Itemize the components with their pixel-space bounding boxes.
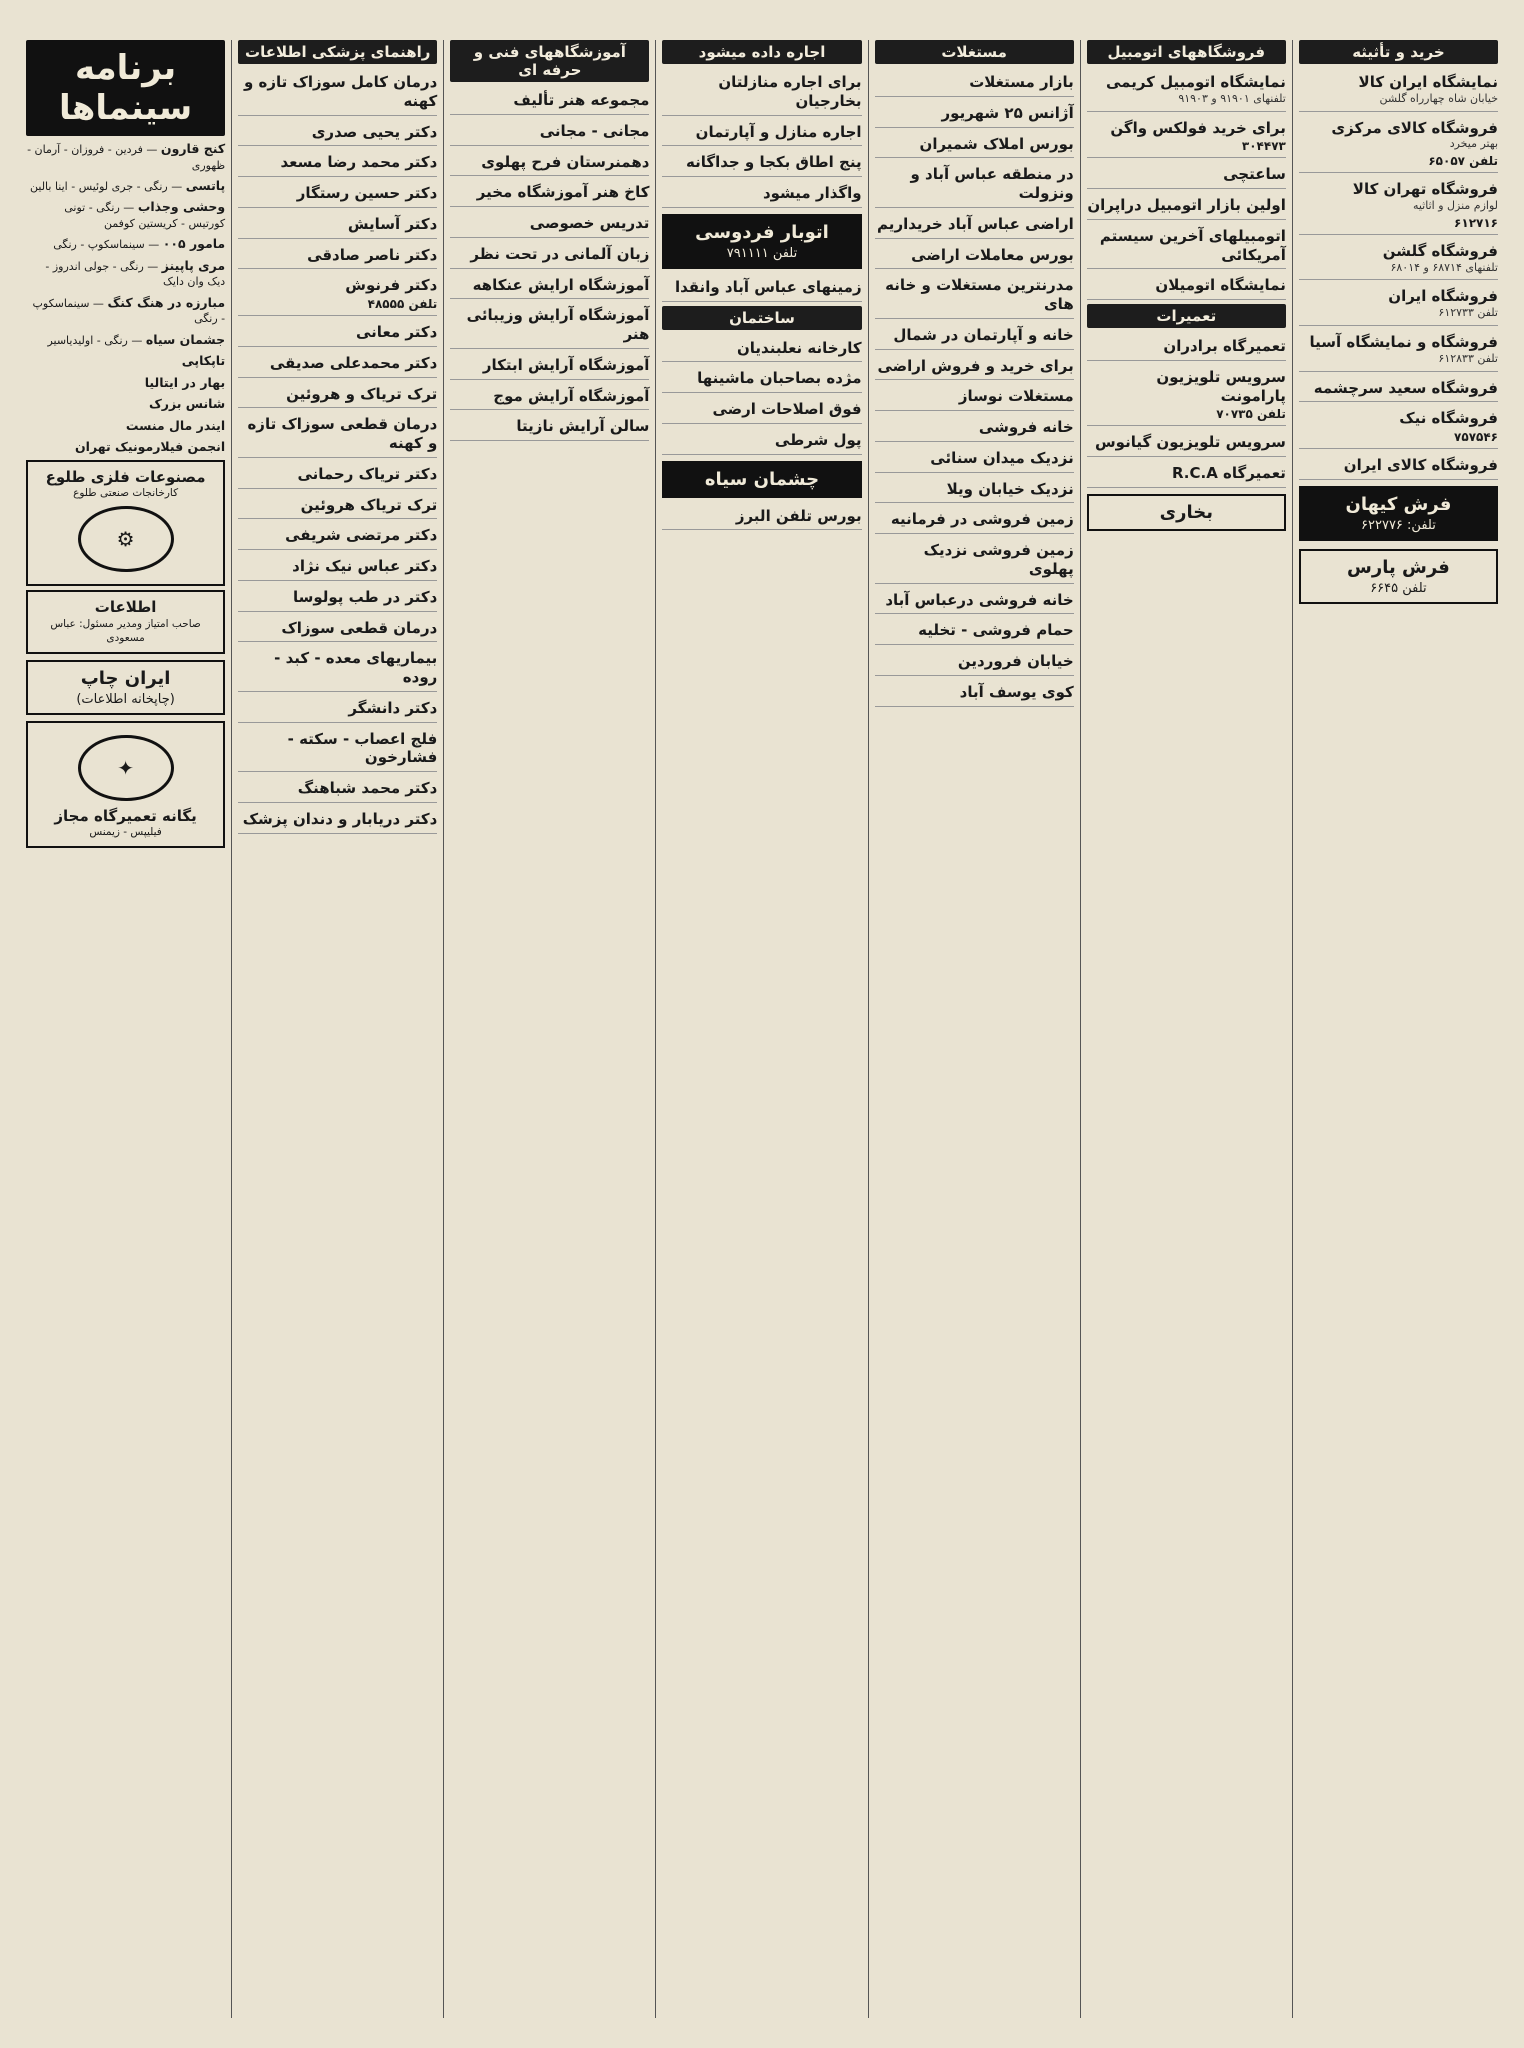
ad: فروشگاه تهران کالا لوازم منزل و اثاثیه ۶۱۲۷۱۶ <box>1299 177 1498 235</box>
column-header: مستغلات <box>875 40 1074 64</box>
cinema-listing: انجمن فیلارمونیک تهران <box>75 439 226 455</box>
ad: سرویس تلویزیون گیانوس <box>1087 430 1286 457</box>
ad: زمین فروشی در فرمانیه <box>875 507 1074 534</box>
ad: فلج اعصاب - سکته - فشارخون <box>238 727 437 773</box>
ad: بیماریهای معده - کبد - روده <box>238 646 437 692</box>
ad: مژده بصاحبان ماشینها <box>662 366 861 393</box>
column-rentals <box>655 40 867 2018</box>
ad: نمایشگاه ایران کالا خیابان شاه چهارراه گلشن <box>1299 70 1498 112</box>
ad: درمان قطعی سوزاک تازه و کهنه <box>238 412 437 458</box>
ad: فوق اصلاحات ارضی <box>662 397 861 424</box>
philips-ad: ✦ یگانه تعمیرگاه مجاز فیلیپس - زیمنس <box>26 721 225 848</box>
cinema-listing: مامور ۰۰۵ — سینماسکوپ - رنگی <box>53 236 226 252</box>
column-header: فروشگاههای اتومبیل <box>1087 40 1286 64</box>
ad: پول شرطی <box>662 428 861 455</box>
ad: نمایشگاه اتومبیل کریمی تلفنهای ۹۱۹۰۱ و ۹۱۹۰۳ <box>1087 70 1286 112</box>
ad: فروشگاه و نمایشگاه آسیا تلفن ۶۱۲۸۳۳ <box>1299 330 1498 372</box>
ad: بورس معاملات اراضی <box>875 243 1074 270</box>
ad: دکتر آسایش <box>238 212 437 239</box>
ad: دکتر محمد شباهنگ <box>238 776 437 803</box>
iran-chap-ad: ایران چاپ (چاپخانه اطلاعات) <box>26 660 225 715</box>
cinema-listing: مبارزه در هنگ کنگ — سینماسکوپ - رنگی <box>32 294 226 326</box>
ad: فروشگاه کالای مرکزی بهتر میخرد تلفن ۶۵۰۵۷ <box>1299 116 1498 174</box>
column-real-estate <box>868 40 1080 2018</box>
column-header: خرید و تأثیثه <box>1299 40 1498 64</box>
ad: واگذار میشود <box>662 181 861 208</box>
section-header: تعمیرات <box>1087 304 1286 328</box>
ad: پنج اطاق بکجا و جداگانه <box>662 150 861 177</box>
ad: اجاره منازل و آپارتمان <box>662 120 861 147</box>
boxed-ad: بخاری <box>1087 494 1286 531</box>
ad: دکتر فرنوش تلفن ۴۸۵۵۵ <box>238 273 437 316</box>
boxed-ad: اتوبار فردوسی تلفن ۷۹۱۱۱۱ <box>662 214 861 269</box>
ad: بورس املاک شمیران <box>875 132 1074 159</box>
ad: دکتر تریاک رحمانی <box>238 462 437 489</box>
ad: دکتر دانشگر <box>238 696 437 723</box>
ad: فروشگاه سعید سرچشمه <box>1299 376 1498 403</box>
ad: فروشگاه گلشن تلفنهای ۶۸۷۱۴ و ۶۸۰۱۴ <box>1299 239 1498 281</box>
ad: آموزشگاه آرایش ابتکار <box>450 353 649 380</box>
ad: خانه و آپارتمان در شمال <box>875 323 1074 350</box>
ad: زمین فروشی نزدیک پهلوی <box>875 538 1074 584</box>
ad: بازار مستغلات <box>875 70 1074 97</box>
philips-logo-icon: ✦ <box>78 735 174 801</box>
ad: برای خرید و فروش اراضی <box>875 354 1074 381</box>
ad: کاخ هنر آموزشگاه مخیر <box>450 180 649 207</box>
ad: دکتر عباس نیک نژاد <box>238 554 437 581</box>
ad: نزدیک میدان سنائی <box>875 446 1074 473</box>
column-shopping <box>1292 40 1504 2018</box>
ad: درمان قطعی سوزاک <box>238 616 437 643</box>
cinema-program-banner: برنامه سینماها <box>26 40 225 136</box>
ad: دکتر حسین رستگار <box>238 181 437 208</box>
cinema-listing: پاتسی — رنگی - جری لوئیس - اینا بالین <box>30 177 226 193</box>
ad: سالن آرایش نازیتا <box>450 414 649 441</box>
ad: دهمنرستان فرح پهلوی <box>450 150 649 177</box>
ad: تدریس خصوصی <box>450 211 649 238</box>
ad: بورس تلفن البرز <box>662 504 861 531</box>
ad: اراضی عباس آباد خریداریم <box>875 212 1074 239</box>
column-cinema <box>20 40 231 2018</box>
cinema-listing: شانس بزرک <box>148 396 226 412</box>
ad: آژانس ۲۵ شهریور <box>875 101 1074 128</box>
cinema-listing: کنج قارون — فردین - فروزان - آرمان - ظهوری <box>27 141 226 172</box>
ettelaat-publisher-box: اطلاعات صاحب امتیاز ومدیر مسئول: عباس مسعودی <box>26 590 225 653</box>
ad: آموزشگاه آرایش وزیبائی هنر <box>450 303 649 349</box>
toloo-metal-ad: مصنوعات فلزی طلوع کارخانجات صنعتی طلوع ⚙ <box>26 460 225 587</box>
cinema-listing: بهار در ایتالیا <box>144 374 226 390</box>
ad: دکتر مرتضی شریفی <box>238 523 437 550</box>
boxed-ad: چشمان سیاه <box>662 461 861 498</box>
ad: زمینهای عباس آباد وانقدا <box>662 275 861 302</box>
ad: درمان کامل سوزاک تازه و کهنه <box>238 70 437 116</box>
ad: دکتر معانی <box>238 320 437 347</box>
column-header: اجاره داده میشود <box>662 40 861 64</box>
boxed-ad: فرش کیهان تلفن: ۶۲۲۷۷۶ <box>1299 486 1498 541</box>
ad: تعمیرگاه R.C.A <box>1087 461 1286 488</box>
ad: دکتر در طب پولوسا <box>238 585 437 612</box>
ad: سرویس تلویزیون پارامونت تلفن ۷۰۷۳۵ <box>1087 365 1286 427</box>
section-header: ساختمان <box>662 306 861 330</box>
ad: ساعتچی <box>1087 162 1286 189</box>
column-schools <box>443 40 655 2018</box>
ad: خیابان فروردین <box>875 649 1074 676</box>
cinema-listing: ایندر مال منست <box>125 417 226 433</box>
cinema-listing: تاپکاپی <box>181 353 226 369</box>
ad: خانه فروشی <box>875 415 1074 442</box>
ad: نزدیک خیابان ویلا <box>875 477 1074 504</box>
ad: مجانی - مجانی <box>450 119 649 146</box>
ad: دکتر ناصر صادقی <box>238 243 437 270</box>
classified-columns <box>20 40 1504 2018</box>
ad: مستغلات نوساز <box>875 384 1074 411</box>
ad: تعمیرگاه برادران <box>1087 334 1286 361</box>
ad: ترک تریاک و هروئین <box>238 382 437 409</box>
ad: فروشگاه نیک ۷۵۷۵۴۶ <box>1299 406 1498 449</box>
toloo-logo-icon: ⚙ <box>78 506 174 572</box>
cinema-listing: وحشی وجذاب — رنگی - تونی کورتیس - کریستین کوفمن <box>64 199 226 230</box>
ad: دکتر دریابار و دندان پزشک <box>238 807 437 834</box>
column-medical <box>231 40 443 2018</box>
column-header: آموزشگاههای فنی و حرفه ای <box>450 40 649 82</box>
ad: آموزشگاه آرایش موج <box>450 384 649 411</box>
column-automobiles <box>1080 40 1292 2018</box>
ad: ترک تریاک هروئین <box>238 493 437 520</box>
ad: نمایشگاه اتومیلان <box>1087 273 1286 300</box>
boxed-ad: فرش پارس تلفن ۶۶۴۵ <box>1299 549 1498 604</box>
ad: فروشگاه کالای ایران <box>1299 453 1498 480</box>
ad: برای خرید فولکس واگن ۳۰۴۴۷۳ <box>1087 116 1286 159</box>
ad: دکتر محمدعلی صدیقی <box>238 351 437 378</box>
ad: دکتر یحیی صدری <box>238 120 437 147</box>
ad: دکتر محمد رضا مسعد <box>238 150 437 177</box>
ad: حمام فروشی - تخلیه <box>875 618 1074 645</box>
ad: زبان آلمانی در تحت نظر <box>450 242 649 269</box>
cinema-listing: مری پاپینز — رنگی - جولی اندروز - دیک وان دایک <box>45 257 226 289</box>
ad: کوی یوسف آباد <box>875 680 1074 707</box>
ad: کارخانه نعلبندیان <box>662 336 861 363</box>
ad: فروشگاه ایران تلفن ۶۱۲۷۳۳ <box>1299 284 1498 326</box>
ad: اتومبیلهای آخرین سیستم آمریکائی <box>1087 224 1286 270</box>
ad: مدرنترین مستغلات و خانه های <box>875 273 1074 319</box>
ad: مجموعه هنر تألیف <box>450 88 649 115</box>
ad: اولین بازار اتومبیل دراپران <box>1087 193 1286 220</box>
ad: در منطقه عباس آباد و ونزولت <box>875 162 1074 208</box>
column-header: راهنمای پزشکی اطلاعات <box>238 40 437 64</box>
cinema-listing: جشمان سیاه — رنگی - اولیدیاسیر <box>47 331 226 347</box>
ad: خانه فروشی درعباس آباد <box>875 588 1074 615</box>
ad: آموزشگاه ارایش عنکاهه <box>450 273 649 300</box>
ad: برای اجاره منازلتان بخارجیان <box>662 70 861 116</box>
